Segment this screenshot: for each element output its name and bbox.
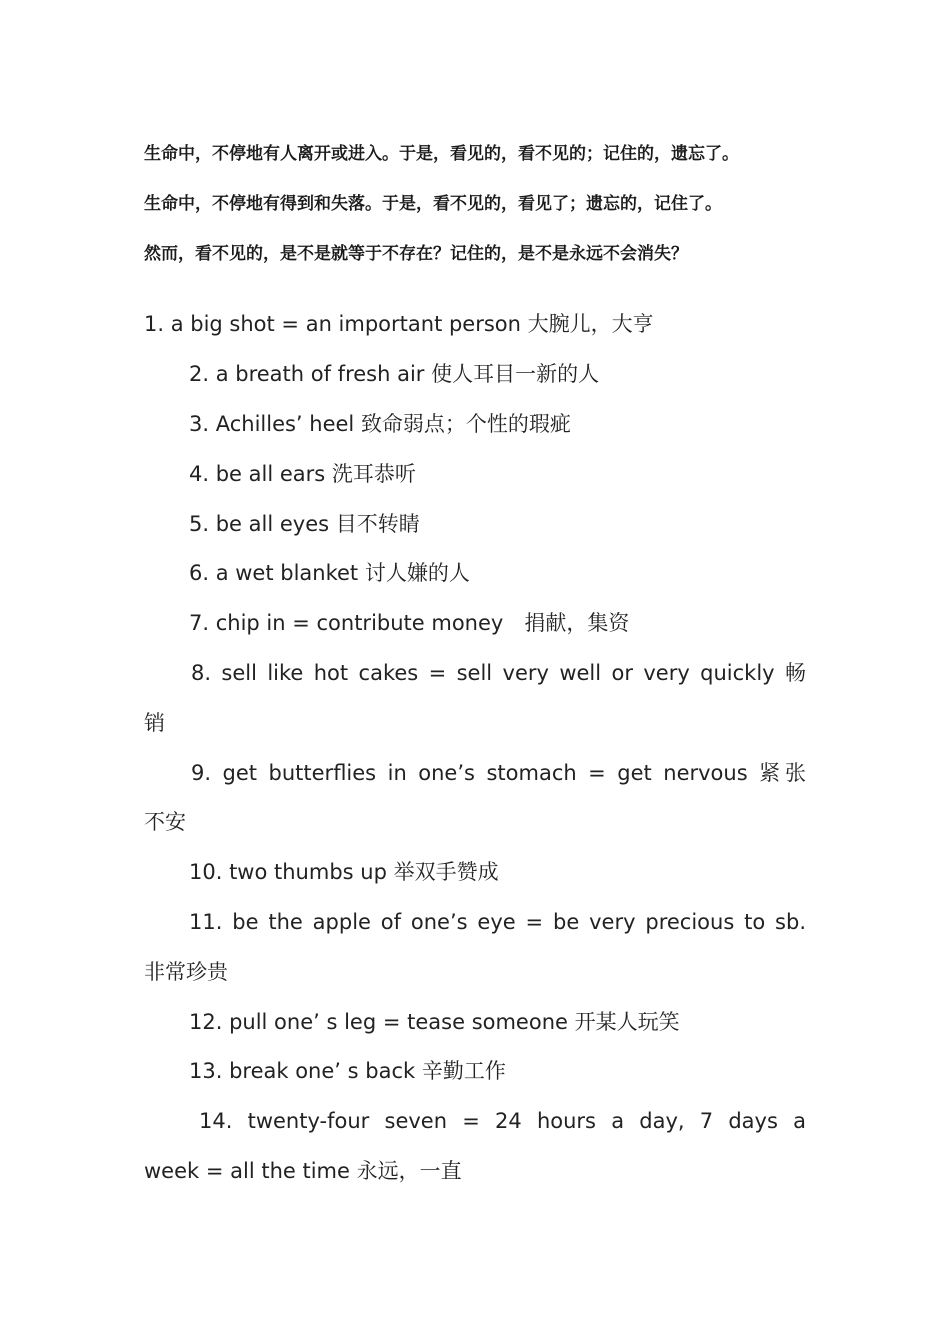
idiom-entry-continuation: 不安 [144,810,186,834]
idiom-entry: 9. get butterflies in one’s stomach = get nervous 紧张 [191,761,806,785]
idiom-entry: 13. break one’ s back 辛勤工作 [189,1059,506,1083]
intro-line: 然而，看不见的，是不是就等于不存在？记住的，是不是永远不会消失？ [144,244,688,264]
idiom-entry-continuation: 销 [144,711,165,735]
idiom-entry: 10. two thumbs up 举双手赞成 [189,860,499,884]
idiom-entry: 14. twenty-four seven = 24 hours a day, 7 days a [199,1109,806,1133]
intro-line: 生命中，不停地有人离开或进入。于是，看见的，看不见的；记住的，遗忘了。 [144,144,739,164]
idiom-entry: 6. a wet blanket 讨人嫌的人 [189,561,470,585]
idiom-entry: 8. sell like hot cakes = sell very well or very quickly 畅 [191,661,806,685]
idiom-entry: 4. be all ears 洗耳恭听 [189,462,416,486]
idiom-entry: 1. a big shot = an important person 大腕儿，大亨 [144,312,654,336]
idiom-entry: 7. chip in = contribute money 捐献，集资 [189,611,630,635]
idiom-entry: 2. a breath of fresh air 使人耳目一新的人 [189,362,600,386]
idiom-entry: 12. pull one’ s leg = tease someone 开某人玩笑 [189,1010,680,1034]
idiom-entry: 11. be the apple of one’s eye = be very precious to sb. [189,910,806,934]
idiom-entry: 3. Achilles’ heel 致命弱点；个性的瑕疵 [189,412,571,436]
idiom-entry-continuation: week = all the time 永远，一直 [144,1159,462,1183]
idiom-entry: 5. be all eyes 目不转睛 [189,512,420,536]
intro-line: 生命中，不停地有得到和失落。于是，看不见的，看见了；遗忘的，记住了。 [144,194,722,214]
idiom-entry-continuation: 非常珍贵 [144,960,228,984]
